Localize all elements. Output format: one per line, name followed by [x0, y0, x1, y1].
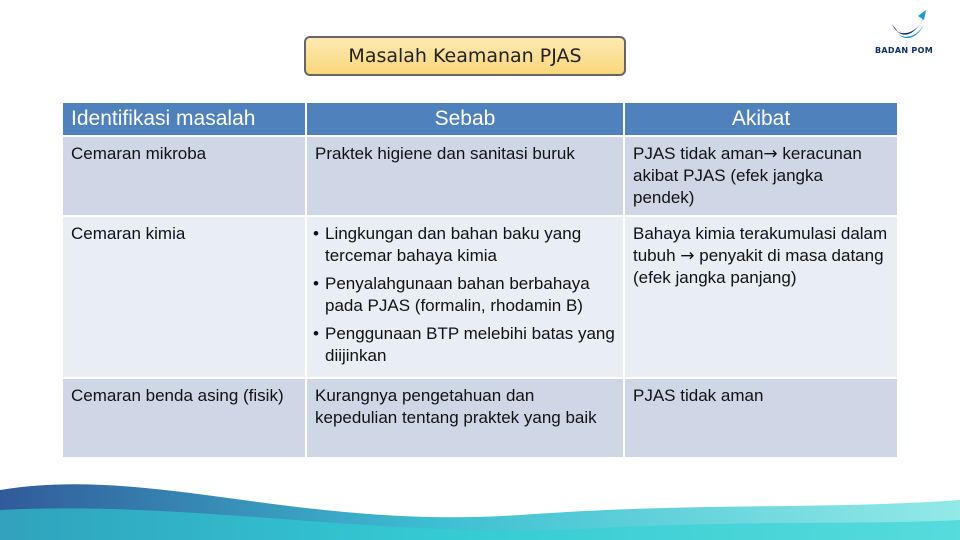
logo-text: BADAN POM	[875, 46, 933, 55]
slide-title-text: Masalah Keamanan PJAS	[348, 45, 582, 67]
table-row	[63, 137, 897, 215]
decorative-wave	[0, 470, 960, 540]
slide-title	[304, 36, 626, 76]
header-identifikasi: Identifikasi masalah	[63, 103, 305, 135]
table-row	[63, 379, 897, 457]
cell-cause: Praktek higiene dan sanitasi buruk	[307, 137, 623, 215]
cell-problem: Cemaran benda asing (fisik)	[63, 379, 305, 457]
cell-cause	[307, 217, 623, 377]
list-item: • Penggunaan BTP melebihi batas yang diijinkan	[315, 323, 615, 367]
header-sebab: Sebab	[307, 103, 623, 135]
problem-table	[61, 101, 899, 459]
cell-problem: Cemaran mikroba	[63, 137, 305, 215]
badan-pom-logo-icon	[868, 8, 940, 48]
effect-text: Bahaya kimia terakumulasi dalam tubuh	[633, 224, 888, 265]
cell-problem: Cemaran kimia	[63, 217, 305, 377]
cell-effect	[625, 217, 897, 377]
cell-effect	[625, 137, 897, 215]
list-item: • Lingkungan dan bahan baku yang tercemar bahaya kimia	[315, 223, 615, 267]
cell-cause: Kurangnya pengetahuan dan kepedulian tentang praktek yang baik	[307, 379, 623, 457]
cause-list	[315, 223, 615, 367]
cell-effect: PJAS tidak aman	[625, 379, 897, 457]
list-item: • Penyalahgunaan bahan berbahaya pada PJAS (formalin, rhodamin B)	[315, 273, 615, 317]
table-header-row	[63, 103, 897, 135]
effect-text: penyakit di masa datang (efek jangka panjang)	[633, 246, 884, 287]
header-akibat: Akibat	[625, 103, 897, 135]
badan-pom-logo	[868, 8, 940, 60]
effect-text: PJAS tidak aman	[633, 144, 764, 163]
arrow-right-icon: →	[763, 144, 778, 164]
arrow-right-icon: →	[680, 246, 695, 266]
table-row	[63, 217, 897, 377]
effect-text: keracunan akibat PJAS (efek jangka pendek)	[633, 144, 862, 207]
